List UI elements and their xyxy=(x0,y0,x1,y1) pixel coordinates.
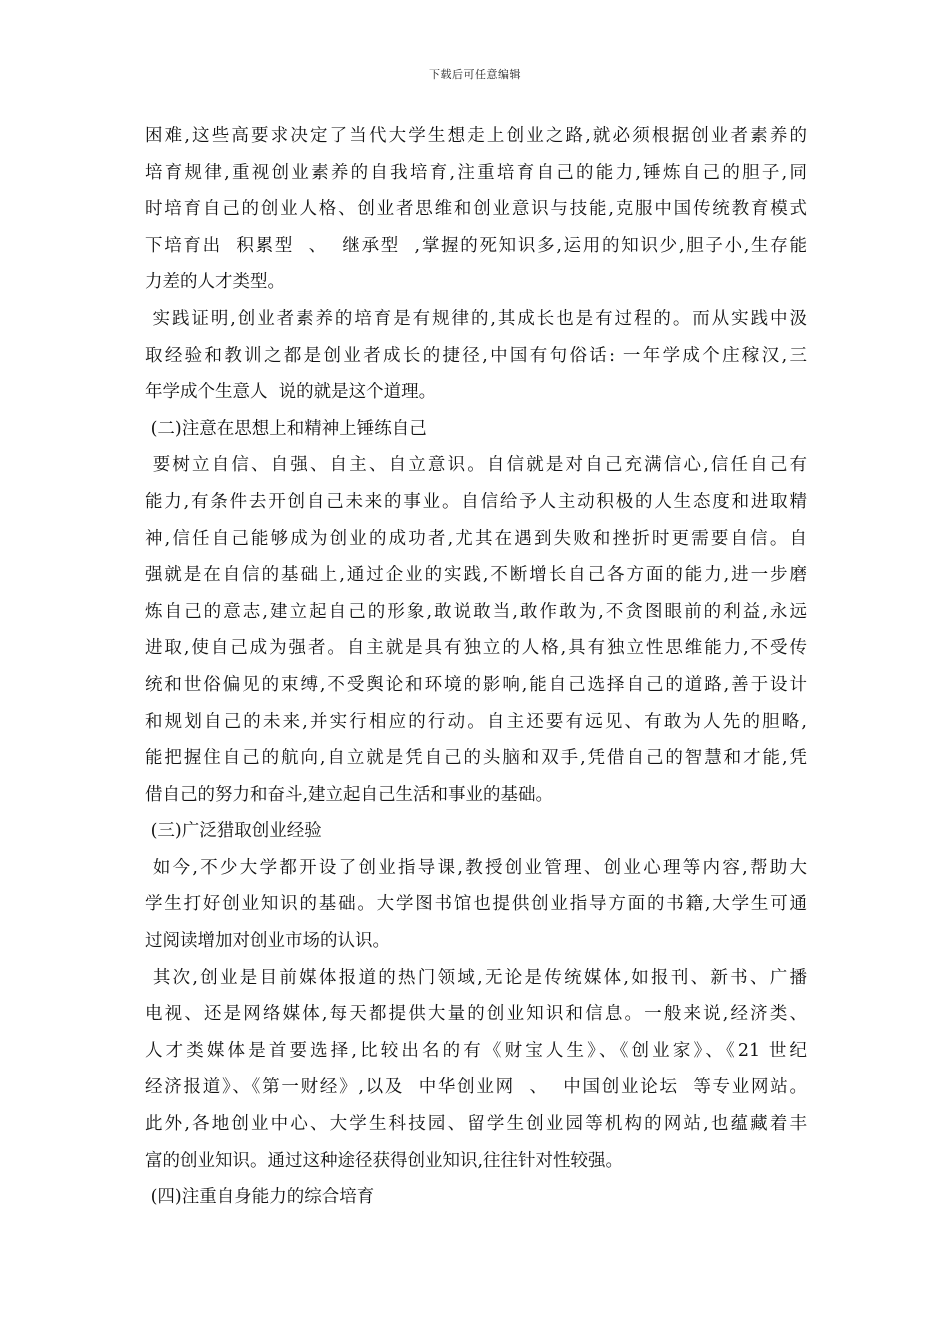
text-line: 如今,不少大学都开设了创业指导课,教授创业管理、创业心理等内容,帮助大 xyxy=(145,857,807,878)
text-line: 学生打好创业知识的基础。大学图书馆也提供创业指导方面的书籍,大学生可通 xyxy=(145,894,807,915)
text-line: 困难,这些高要求决定了当代大学生想走上创业之路,就必须根据创业者素养的 xyxy=(145,126,807,146)
text-line: 神,信任自己能够成为创业的成功者,尤其在遇到失败和挫折时更需要自信。自 xyxy=(145,528,807,549)
text-line: (四)注重自身能力的综合培育 xyxy=(145,1187,375,1208)
text-line: 取经验和教训之都是创业者成长的捷径,中国有句俗话: 一年学成个庄稼汉,三 xyxy=(145,345,807,366)
text-line: 其次,创业是目前媒体报道的热门领域,无论是传统媒体,如报刊、新书、广播 xyxy=(145,967,807,988)
text-line: 借自己的努力和奋斗,建立起自己生活和事业的基础。 xyxy=(145,784,554,805)
text-line: 过阅读增加对创业市场的认识。 xyxy=(145,931,390,952)
text-line: 经济报道》、《第一财经》,以及 中华创业网 、 中国创业论坛 等专业网站。 xyxy=(145,1077,807,1098)
text-line: 进取,使自己成为强者。自主就是具有独立的人格,具有独立性思维能力,不受传 xyxy=(145,638,807,659)
text-line: 和规划自己的未来,并实行相应的行动。自主还要有远见、有敢为人先的胆略, xyxy=(145,711,807,732)
text-line: 此外,各地创业中心、大学生科技园、留学生创业园等机构的网站,也蕴藏着丰 xyxy=(145,1114,807,1135)
text-line: (三)广泛猎取创业经验 xyxy=(145,821,322,842)
text-line: 力差的人才类型。 xyxy=(145,272,285,293)
text-line: 要树立自信、自强、自主、自立意识。自信就是对自己充满信心,信任自己有 xyxy=(145,455,807,476)
text-line: 实践证明,创业者素养的培育是有规律的,其成长也是有过程的。而从实践中汲 xyxy=(145,308,807,329)
text-line: 年学成个生意人 说的就是这个道理。 xyxy=(145,382,437,403)
text-line: 能力,有条件去开创自己未来的事业。自信给予人主动积极的人生态度和进取精 xyxy=(145,491,807,512)
text-line: 炼自己的意志,建立起自己的形象,敢说敢当,敢作敢为,不贪图眼前的利益,永远 xyxy=(145,601,807,622)
text-line: 人才类媒体是首要选择,比较出名的有《财宝人生》、《创业家》、《21 世纪 xyxy=(145,1040,807,1061)
text-line: 富的创业知识。通过这种途径获得创业知识,往往针对性较强。 xyxy=(145,1150,624,1171)
text-line: 统和世俗偏见的束缚,不受舆论和环境的影响,能自己选择自己的道路,善于设计 xyxy=(145,674,807,695)
text-line: (二)注意在思想上和精神上锤练自己 xyxy=(145,418,427,439)
text-line: 下培育出 积累型 、 继承型 ,掌握的死知识多,运用的知识少,胆子小,生存能 xyxy=(145,235,807,256)
text-line: 电视、还是网络媒体,每天都提供大量的创业知识和信息。一般来说,经济类、 xyxy=(145,1004,807,1025)
text-line: 时培育自己的创业人格、创业者思维和创业意识与技能,克服中国传统教育模式 xyxy=(145,199,807,220)
page-header: 下载后可任意编辑 xyxy=(429,68,521,81)
text-line: 强就是在自信的基础上,通过企业的实践,不断增长自己各方面的能力,进一步磨 xyxy=(145,565,807,586)
text-line: 培育规律,重视创业素养的自我培育,注重培育自己的能力,锤炼自己的胆子,同 xyxy=(145,162,807,183)
text-line: 能把握住自己的航向,自立就是凭自己的头脑和双手,凭借自己的智慧和才能,凭 xyxy=(145,748,807,769)
document-body xyxy=(145,118,807,1216)
